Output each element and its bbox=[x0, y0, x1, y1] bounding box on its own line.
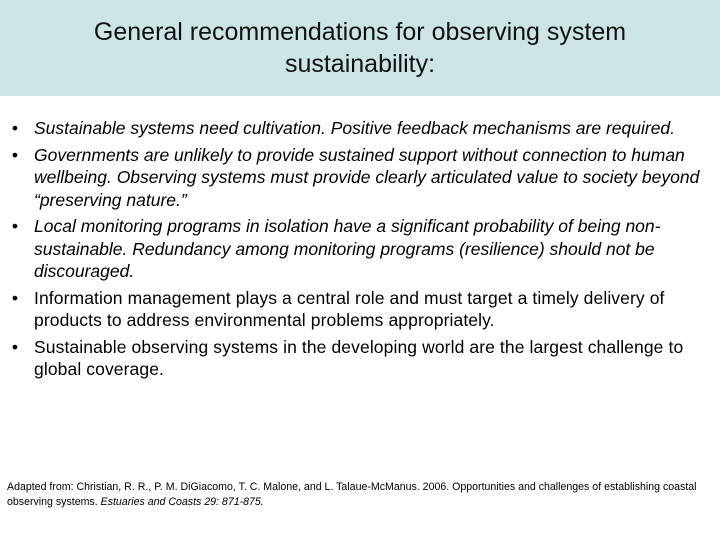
bullet-dot: • bbox=[11, 287, 19, 308]
bullet-text: Local monitoring programs in isolation have a significant probability of being non-sustainable. Redundancy among monitoring programs (resilience) should not be discouraged. bbox=[34, 216, 661, 281]
slide-title: General recommendations for observing system sustainability: bbox=[93, 18, 627, 78]
citation-text: Adapted from: Christian, R. R., P. M. DiGiacomo, T. C. Malone, and L. Talaue-McManus. 2006. Opportunities and challenges of establishing coastal observing systems. bbox=[7, 481, 697, 508]
citation-journal: Estuaries and Coasts 29: 871-875. bbox=[100, 496, 264, 508]
bullet-dot: • bbox=[11, 336, 19, 357]
bullet-text: Sustainable systems need cultivation. Positive feedback mechanisms are required. bbox=[34, 118, 676, 138]
title-band bbox=[0, 0, 720, 96]
bullet-dot: • bbox=[11, 118, 19, 138]
bullet-item bbox=[8, 287, 716, 332]
bullet-text: Sustainable observing systems in the developing world are the largest challenge to global coverage. bbox=[34, 336, 684, 379]
citation bbox=[7, 480, 713, 510]
bullet-item bbox=[8, 215, 716, 283]
bullet-dot: • bbox=[11, 144, 19, 165]
bullet-list bbox=[8, 117, 716, 385]
bullet-text: Governments are unlikely to provide sustained support without connection to human wellbeing. Observing systems must provide clearly articulated value to society beyond “preserving nature.” bbox=[34, 144, 700, 210]
bullet-item bbox=[8, 336, 716, 381]
bullet-item bbox=[8, 144, 716, 212]
bullet-dot: • bbox=[11, 216, 19, 236]
bullet-text: Information management plays a central role and must target a timely delivery of products to address environmental problems appropriately. bbox=[34, 287, 665, 330]
bullet-item bbox=[8, 117, 716, 140]
